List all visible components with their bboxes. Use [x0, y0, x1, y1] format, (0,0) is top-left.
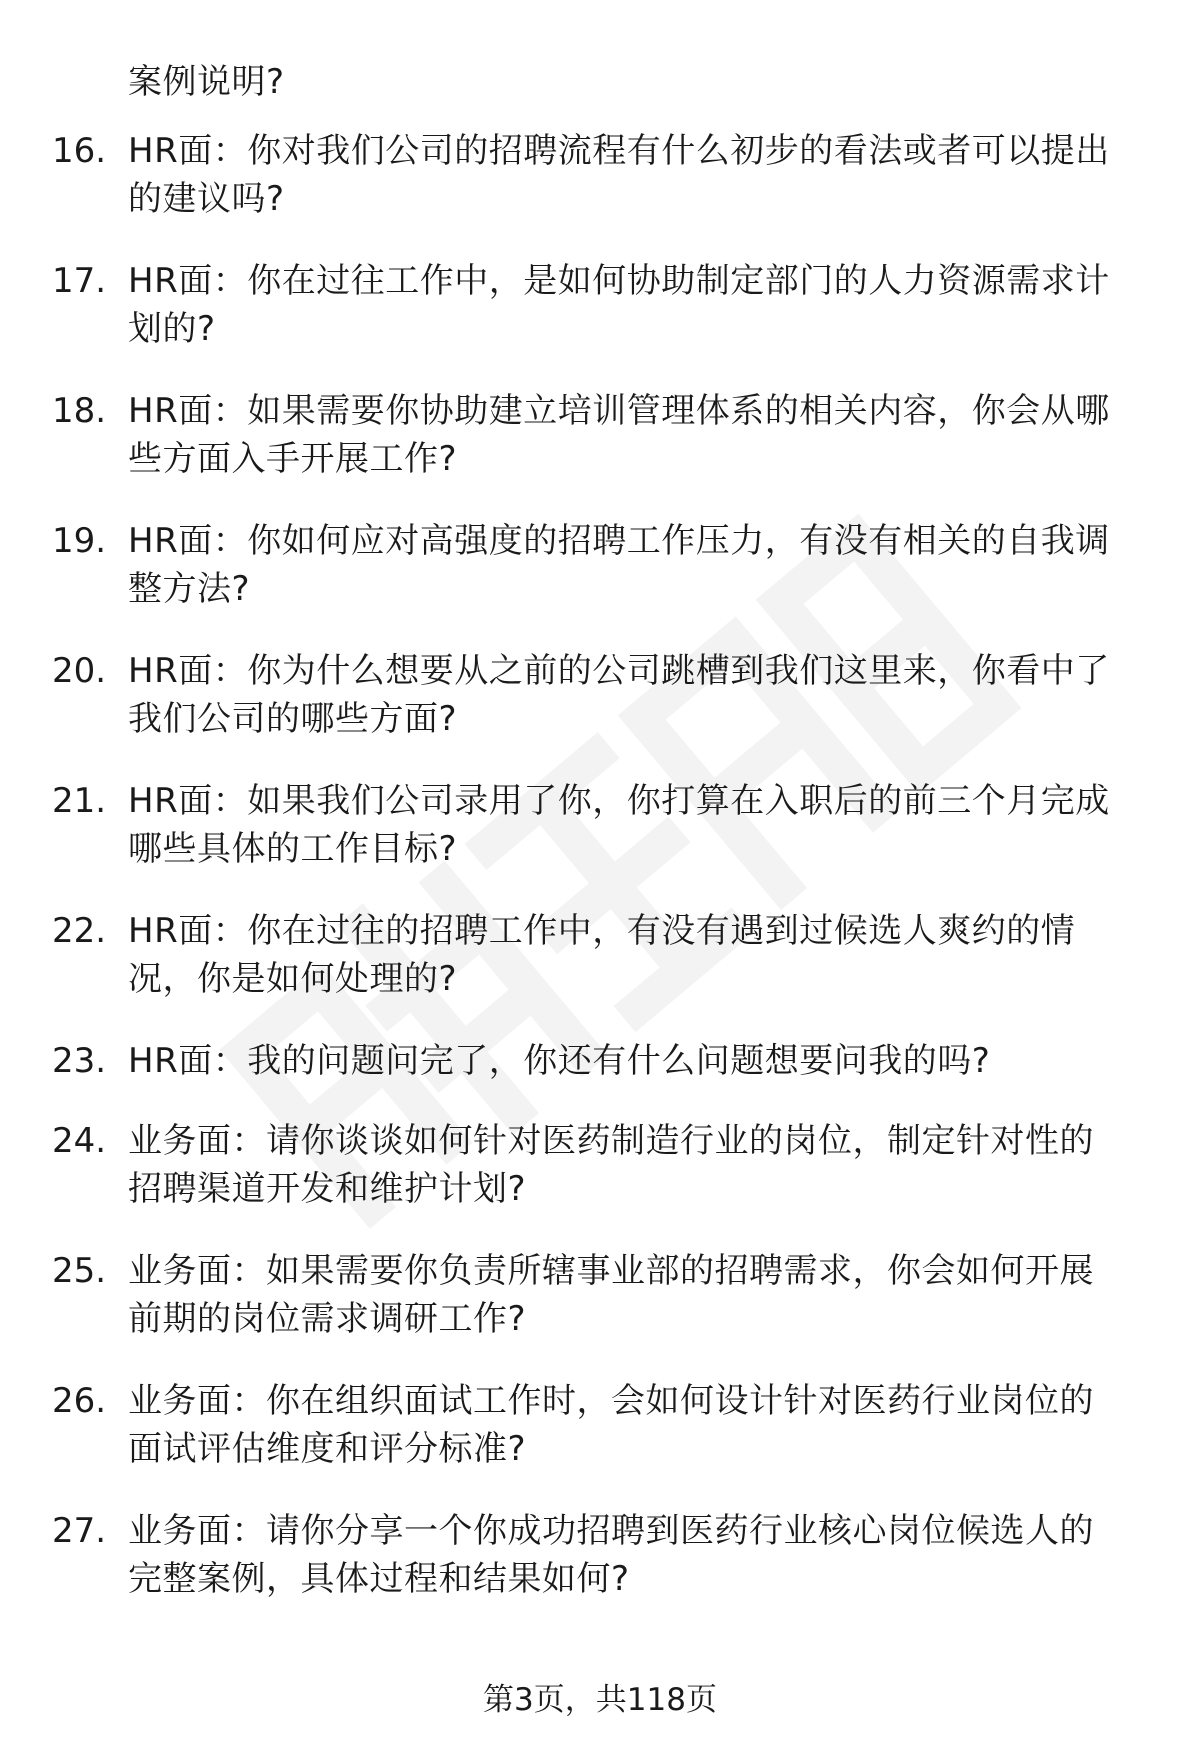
- question-text: 业务面：请你分享一个你成功招聘到医药行业核心岗位候选人的 完整案例，具体过程和结果如何?: [128, 1511, 1094, 1599]
- question-number: 26.: [52, 1381, 107, 1421]
- question-list: [0, 127, 1200, 1637]
- question-text: HR面：如果需要你协助建立培训管理体系的相关内容，你会从哪 些方面入手开展工作?: [128, 391, 1110, 479]
- question-item: [0, 1117, 1200, 1247]
- question-text: HR面：我的问题问完了，你还有什么问题想要问我的吗?: [128, 1041, 991, 1081]
- question-text: 业务面：请你谈谈如何针对医药制造行业的岗位，制定针对性的 招聘渠道开发和维护计划?: [128, 1121, 1094, 1209]
- question-number: 17.: [52, 261, 107, 301]
- question-text: HR面：你对我们公司的招聘流程有什么初步的看法或者可以提出 的建议吗?: [128, 131, 1110, 219]
- question-number: 22.: [52, 911, 107, 951]
- question-number: 19.: [52, 521, 107, 561]
- question-item: [0, 777, 1200, 907]
- continued-question-text: 案例说明?: [128, 62, 285, 102]
- question-item: [0, 1037, 1200, 1117]
- question-text: HR面：你为什么想要从之前的公司跳槽到我们这里来，你看中了 我们公司的哪些方面?: [128, 651, 1110, 739]
- question-number: 24.: [52, 1121, 107, 1161]
- question-item: [0, 907, 1200, 1037]
- question-number: 18.: [52, 391, 107, 431]
- page-footer: 第3页，共118页: [483, 1682, 717, 1718]
- question-item: [0, 257, 1200, 387]
- question-text: HR面：你如何应对高强度的招聘工作压力，有没有相关的自我调 整方法?: [128, 521, 1110, 609]
- question-item: [0, 127, 1200, 257]
- question-number: 25.: [52, 1251, 107, 1291]
- question-text: HR面：你在过往工作中，是如何协助制定部门的人力资源需求计 划的?: [128, 261, 1110, 349]
- question-text: 业务面：你在组织面试工作时，会如何设计针对医药行业岗位的 面试评估维度和评分标准?: [128, 1381, 1094, 1469]
- question-item: [0, 1507, 1200, 1637]
- question-number: 16.: [52, 131, 107, 171]
- question-item: [0, 1247, 1200, 1377]
- question-item: [0, 517, 1200, 647]
- question-number: 27.: [52, 1511, 107, 1551]
- question-text: 业务面：如果需要你负责所辖事业部的招聘需求，你会如何开展 前期的岗位需求调研工作?: [128, 1251, 1094, 1339]
- question-number: 21.: [52, 781, 107, 821]
- question-number: 23.: [52, 1041, 107, 1081]
- question-item: [0, 1377, 1200, 1507]
- question-text: HR面：如果我们公司录用了你，你打算在入职后的前三个月完成 哪些具体的工作目标?: [128, 781, 1110, 869]
- question-item: [0, 387, 1200, 517]
- question-text: HR面：你在过往的招聘工作中，有没有遇到过候选人爽约的情 况，你是如何处理的?: [128, 911, 1076, 999]
- question-item: [0, 647, 1200, 777]
- question-number: 20.: [52, 651, 107, 691]
